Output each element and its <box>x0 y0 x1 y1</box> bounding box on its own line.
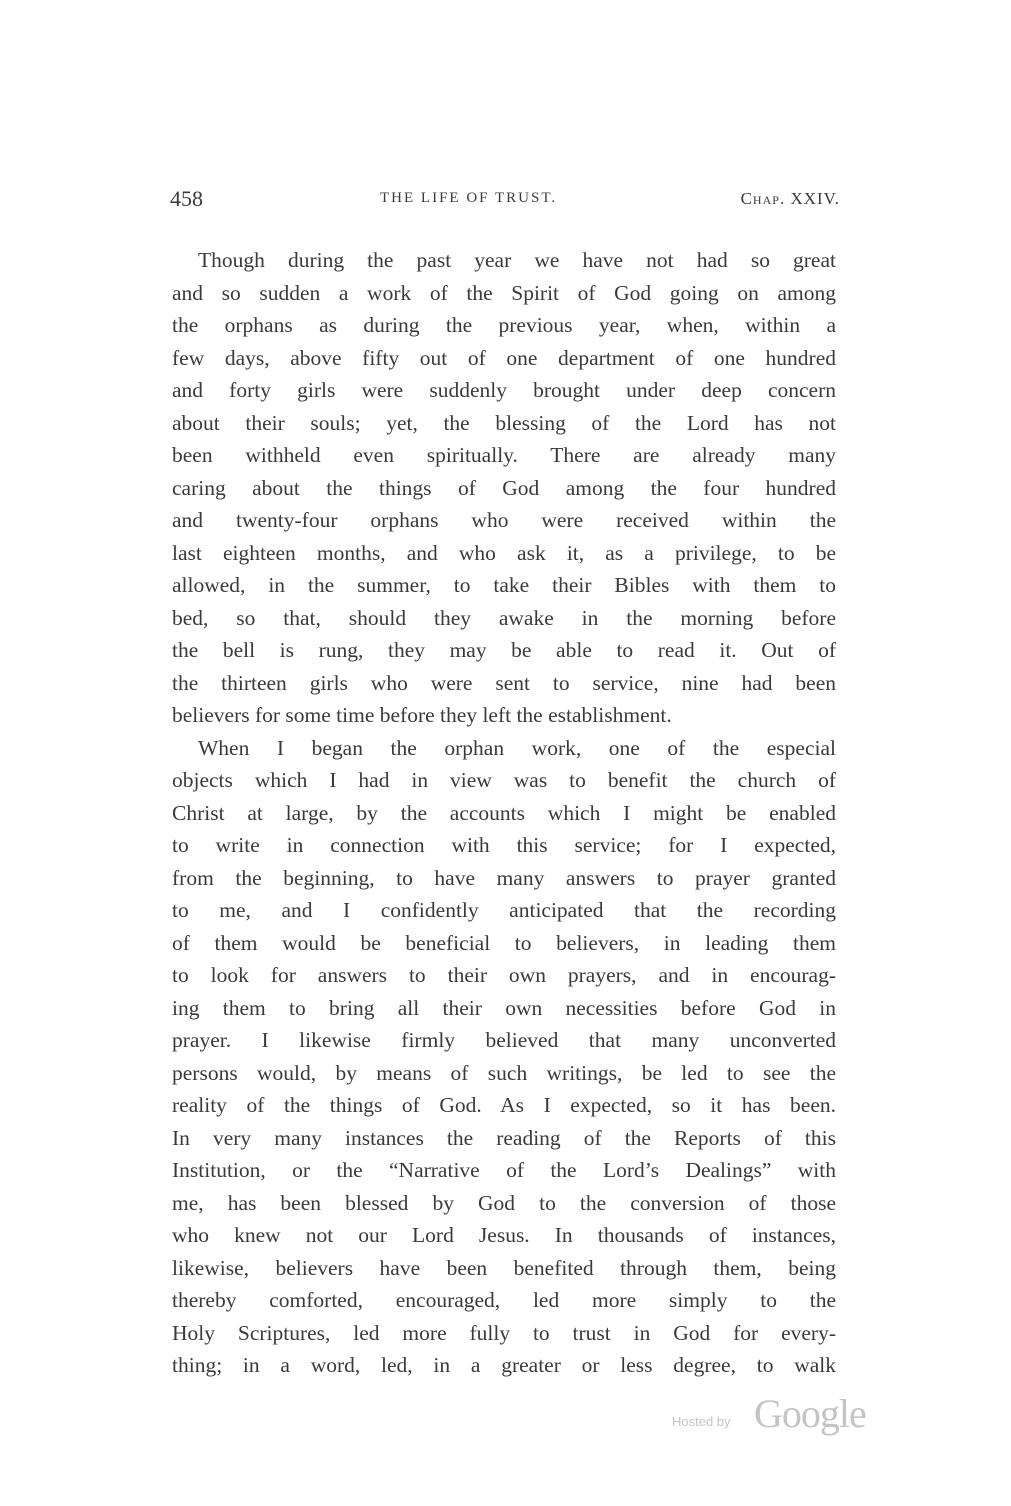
text-line: Though during the past year we have not had so great <box>198 248 836 272</box>
text-line: and forty girls were suddenly brought under deep concern <box>172 378 836 402</box>
text-line: to look for answers to their own prayers, and in encourag- <box>172 963 836 987</box>
text-line: bed, so that, should they awake in the morning before <box>172 605 836 630</box>
google-logo: Google <box>754 1391 866 1436</box>
text-line: few days, above fifty out of one department of one hundred <box>172 345 836 370</box>
text-line: allowed, in the summer, to take their Bibles with them to <box>172 573 836 597</box>
text-line: Institution, or the “Narrative of the Lord’s Dealings” with <box>172 1158 836 1182</box>
chapter-label: Chap. XXIV. <box>740 189 840 208</box>
text-line: believers for some time before they left the establishment. <box>172 703 672 727</box>
text-line: objects which I had in view was to benefit the church of <box>172 768 836 792</box>
text-line: Holy Scriptures, led more fully to trust in God for every- <box>172 1320 836 1345</box>
text-line: likewise, believers have been benefited through them, being <box>172 1255 836 1280</box>
text-line: been withheld even spiritually. There are already many <box>172 443 836 467</box>
book-title: THE LIFE OF TRUST. <box>380 190 558 206</box>
paragraph-2 <box>172 732 836 1382</box>
text-line: persons would, by means of such writings, be led to see the <box>172 1060 836 1085</box>
running-head <box>170 186 840 220</box>
text-line: of them would be beneficial to believers, in leading them <box>172 930 836 955</box>
text-line: When I began the orphan work, one of the especial <box>198 735 836 760</box>
text-line: thereby comforted, encouraged, led more simply to the <box>172 1288 836 1312</box>
text-line: ing them to bring all their own necessities before God in <box>172 995 836 1020</box>
text-line: prayer. I likewise firmly believed that many unconverted <box>172 1028 836 1052</box>
text-line: the thirteen girls who were sent to service, nine had been <box>172 670 836 695</box>
watermark-hosted-by: Hosted by <box>672 1414 731 1429</box>
text-line: thing; in a word, led, in a greater or less degree, to walk <box>172 1353 836 1377</box>
text-line: caring about the things of God among the four hundred <box>172 475 836 500</box>
body-text <box>172 244 836 1382</box>
text-line: Christ at large, by the accounts which I might be enabled <box>172 800 836 825</box>
text-line: the orphans as during the previous year, when, within a <box>172 313 836 337</box>
text-line: last eighteen months, and who ask it, as a privilege, to be <box>172 540 836 565</box>
page-number: 458 <box>170 186 203 211</box>
text-line: to write in connection with this service; for I expected, <box>172 833 836 857</box>
text-line: reality of the things of God. As I expected, so it has been. <box>172 1093 836 1117</box>
text-line: to me, and I confidently anticipated that the recording <box>172 898 836 922</box>
text-line: In very many instances the reading of the Reports of this <box>172 1125 836 1150</box>
text-line: and so sudden a work of the Spirit of God going on among <box>172 280 836 305</box>
text-line: who knew not our Lord Jesus. In thousands of instances, <box>172 1223 836 1247</box>
text-line: from the beginning, to have many answers to prayer granted <box>172 865 836 890</box>
hosted-by-google-watermark <box>672 1390 887 1440</box>
text-line: about their souls; yet, the blessing of the Lord has not <box>172 410 836 435</box>
text-line: me, has been blessed by God to the conversion of those <box>172 1190 836 1215</box>
text-line: the bell is rung, they may be able to read it. Out of <box>172 638 836 662</box>
text-line: and twenty-four orphans who were received within the <box>172 508 836 532</box>
paragraph-1 <box>172 244 836 732</box>
